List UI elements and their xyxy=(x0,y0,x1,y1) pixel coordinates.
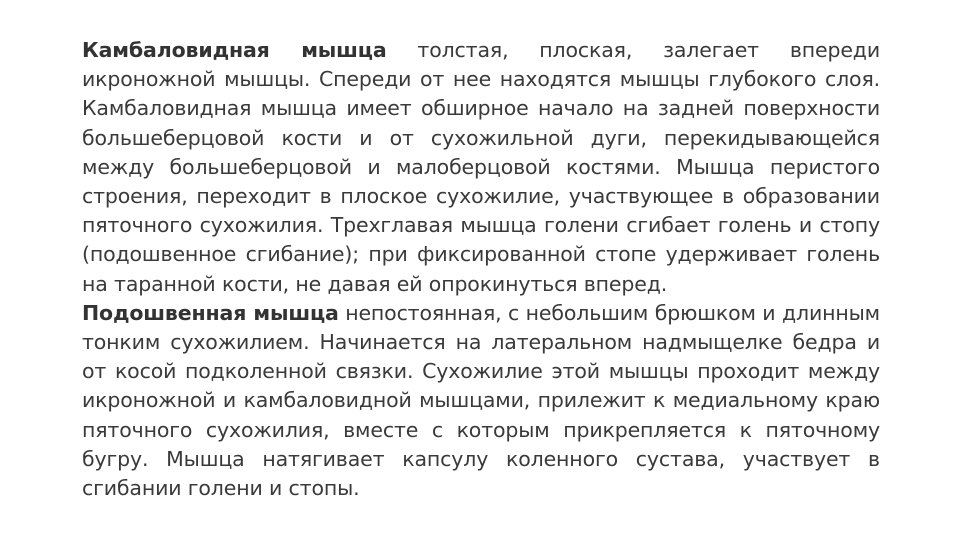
description-soleus: толстая, плоская, залегает впереди икроножной мышцы. Спереди от нее находятся мышцы глубокого слоя. Камбаловидная мышца имеет обширное начало на задней поверхности большеберцовой кости и от сухожильной дуги, перекидывающейся между большеберцовой и малоберцовой костями. Мышца перистого строения, переходит в плоское сухожилие, участвующее в образовании пяточного сухожилия. Трехглавая мышца голени сгибает голень и стопу (подошвенное сгибание); при фиксированной стопе удерживает голень на таранной кости, не давая ей опрокинуться вперед. xyxy=(82,38,881,296)
description-plantaris: непостоянная, с небольшим брюшком и длинным тонким сухожилием. Начинается на латеральном надмыщелке бедра и от косой подколенной связки. Сухожилие этой мышцы проходит между икроножной и камбаловидной мышцами, прилежит к медиальному краю пяточного сухожилия, вместе с которым прикрепляется к пяточному бугру. Мышца натягивает капсулу коленного сустава, участвует в сгибании голени и стопы. xyxy=(82,300,880,501)
term-soleus: Камбаловидная мышца xyxy=(82,38,387,62)
paragraph-soleus xyxy=(82,36,880,299)
paragraph-plantaris xyxy=(82,299,880,503)
term-plantaris: Подошвенная мышца xyxy=(82,300,339,325)
